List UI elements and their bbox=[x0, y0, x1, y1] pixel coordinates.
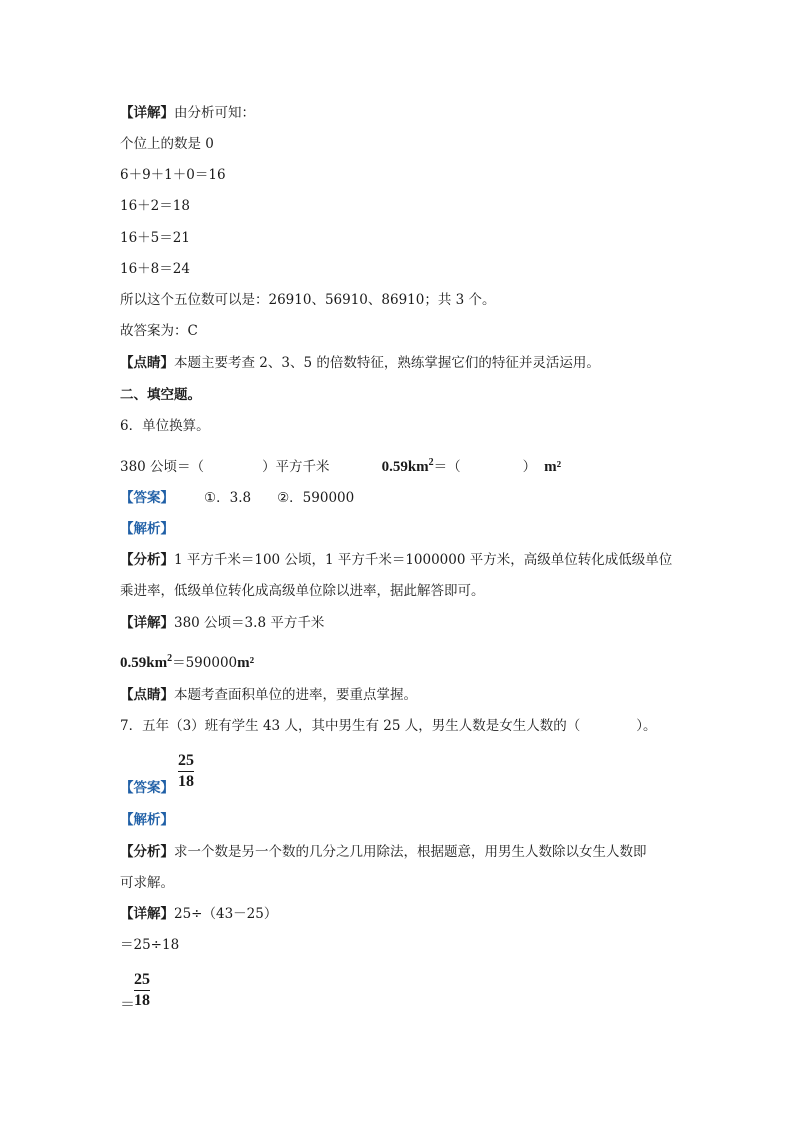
detail-tag: 【详解】 bbox=[120, 105, 174, 121]
q6-km-value: $0.59km^2$ bbox=[381, 457, 434, 475]
analysis-subtag: 【分析】 bbox=[120, 552, 174, 568]
answer-tag: 【答案】 bbox=[120, 490, 174, 506]
fraction-numerator: 25 bbox=[178, 752, 194, 769]
section-title: 二、填空题。 bbox=[120, 387, 201, 403]
fraction-denominator: 18 bbox=[134, 992, 150, 1009]
analysis-6-line-1: 【分析】1 平方千米＝100 公顷，1 平方千米＝1000000 平方米，高级单位转化成低级单位 bbox=[120, 552, 673, 568]
analysis-7-line-2: 可求解。 bbox=[120, 875, 174, 891]
q6-part-d: ） bbox=[522, 459, 537, 475]
analysis-tag-7: 【解析】 bbox=[120, 812, 174, 828]
detail-6-line-1: 【详解】380 公顷＝3.8 平方千米 bbox=[120, 615, 325, 631]
comment-tag: 【点睛】 bbox=[120, 355, 174, 371]
analysis-tag: 【解析】 bbox=[120, 521, 174, 537]
detail-6-km-value: $0.59km^2$ bbox=[120, 653, 173, 671]
detail-tag: 【详解】 bbox=[120, 615, 174, 631]
analysis-7-line-1: 【分析】求一个数是另一个数的几分之几用除法，根据题意，用男生人数除以女生人数即 bbox=[120, 844, 647, 860]
comment-text: 本题主要考查 2、3、5 的倍数特征，熟练掌握它们的特征并灵活运用。 bbox=[174, 355, 600, 371]
answer-6-part-1: ①．3.8 bbox=[204, 490, 252, 506]
detail-text: 由分析可知： bbox=[174, 105, 255, 121]
solution-line bbox=[120, 104, 255, 122]
question-6: 6．单位换算。 bbox=[120, 418, 210, 434]
answer-line: 故答案为：C bbox=[120, 323, 198, 339]
detail-tag: 【详解】 bbox=[120, 906, 174, 922]
fraction-denominator: 18 bbox=[178, 773, 194, 790]
q6-part-b: ）平方千米 bbox=[262, 459, 330, 475]
question-6-blanks bbox=[120, 454, 561, 476]
equation-line: 16＋8＝24 bbox=[120, 261, 190, 277]
comment-6: 【点睛】本题考查面积单位的进率，要重点掌握。 bbox=[120, 687, 417, 703]
answer-tag-7: 【答案】 bbox=[120, 780, 174, 796]
detail-7-fraction bbox=[134, 971, 150, 1010]
fraction-bar bbox=[134, 990, 150, 991]
text-line: 所以这个五位数可以是：26910、56910、86910；共 3 个。 bbox=[120, 292, 496, 308]
answer-6 bbox=[120, 489, 354, 507]
q6-part-a: 380 公顷＝（ bbox=[120, 459, 205, 475]
equation-line: 16＋2＝18 bbox=[120, 198, 190, 214]
question-7: 7．五年（3）班有学生 43 人，其中男生有 25 人，男生人数是女生人数的（ ）。 bbox=[120, 718, 657, 734]
comment-line bbox=[120, 354, 600, 372]
equation-line: 16＋5＝21 bbox=[120, 230, 190, 246]
q6-part-c: ＝（ bbox=[433, 459, 461, 475]
text-line: 个位上的数是 0 bbox=[120, 136, 214, 152]
answer-6-part-2: ②．590000 bbox=[277, 490, 355, 506]
equation-line: 6＋9＋1＋0＝16 bbox=[120, 167, 226, 183]
detail-7-equals: ＝ bbox=[120, 995, 136, 1013]
analysis-subtag: 【分析】 bbox=[120, 844, 174, 860]
answer-7-fraction bbox=[178, 752, 194, 791]
comment-tag: 【点睛】 bbox=[120, 687, 174, 703]
fraction-bar bbox=[178, 771, 194, 772]
detail-6-unit: m² bbox=[237, 655, 255, 671]
detail-6-line-2: $0.59km^2=590000m^2$ bbox=[120, 653, 255, 671]
detail-7-line-2: ＝25÷18 bbox=[120, 937, 180, 953]
detail-7-line-1: 【详解】25÷（43－25） bbox=[120, 906, 278, 922]
analysis-6-line-2: 乘进率，低级单位转化成高级单位除以进率，据此解答即可。 bbox=[120, 583, 485, 599]
fraction-numerator: 25 bbox=[134, 971, 150, 988]
q6-unit: m² bbox=[544, 459, 562, 475]
